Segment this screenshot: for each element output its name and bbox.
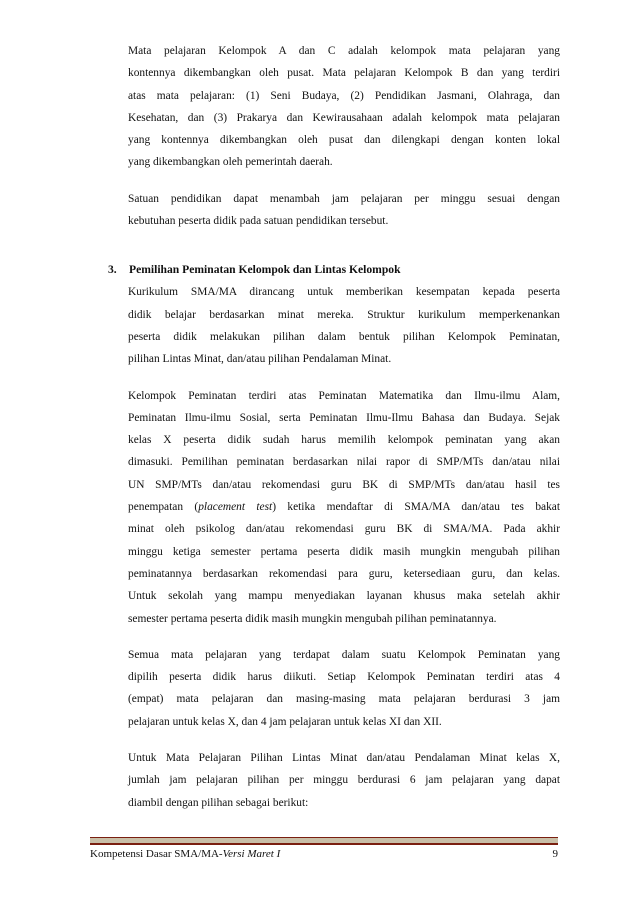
text-line: kebutuhan peserta didik pada satuan pendidikan tersebut. <box>128 215 389 228</box>
text-line: Mata pelajaran Kelompok A dan C adalah kelompok mata pelajaran yang <box>128 45 560 57</box>
text-line: Kurikulum SMA/MA dirancang untuk memberikan kesempatan kepada peserta <box>128 286 560 299</box>
italic-term: placement test <box>198 501 273 514</box>
text-line: yang kontennya dikembangkan oleh pusat dan dilengkapi dengan konten lokal <box>128 134 560 147</box>
footer-title-italic: Versi Maret I <box>222 848 281 860</box>
text-line: jumlah jam pelajaran pilihan per minggu berdurasi 6 jam pelajaran yang dapat <box>128 774 560 787</box>
section-number: 3. <box>108 263 117 276</box>
text-line: UN SMP/MTs dan/atau rekomendasi guru BK di SMP/MTs dan/atau hasil tes <box>128 478 560 491</box>
text-line: kontennya dikembangkan oleh pusat. Mata pelajaran Kelompok B dan yang terdiri <box>128 67 560 80</box>
text-line: dimasuki. Pemilihan peminatan berdasarkan nilai rapor di SMP/MTs dan/atau nilai <box>128 456 560 469</box>
footer-title-normal: Kompetensi Dasar SMA/MA- <box>90 848 223 860</box>
paragraph <box>128 644 560 733</box>
text-line: Satuan pendidikan dapat menambah jam pelajaran per minggu sesuai dengan <box>128 192 560 205</box>
text-line: Semua mata pelajaran yang terdapat dalam suatu Kelompok Peminatan yang <box>128 648 560 661</box>
section-title: Pemilihan Peminatan Kelompok dan Lintas Kelompok <box>129 263 401 276</box>
paragraph <box>128 747 560 814</box>
text-line: yang dikembangkan oleh pemerintah daerah. <box>128 156 333 169</box>
text-line: dipilih peserta didik harus diikuti. Setiap Kelompok Peminatan terdiri atas 4 <box>128 671 560 684</box>
text-line: peminatannya berdasarkan rekomendasi para guru, ketersediaan guru, dan kelas. <box>128 567 560 580</box>
page-number: 9 <box>552 848 558 860</box>
text-line: Kesehatan, dan (3) Prakarya dan Kewirausahaan adalah kelompok mata pelajaran <box>128 111 560 124</box>
text-line: minat oleh psikolog dan/atau rekomendasi guru BK di SMA/MA. Pada akhir <box>128 523 560 536</box>
text-line: Kelompok Peminatan terdiri atas Peminatan Matematika dan Ilmu-ilmu Alam, <box>128 389 560 402</box>
footer-title <box>90 848 280 860</box>
text-line-with-italic: penempatan (placement test) ketika mendaftar di SMA/MA dan/atau tes bakat <box>128 501 560 514</box>
text-line: Untuk sekolah yang mampu menyediakan layanan khusus maka setelah akhir <box>128 590 560 603</box>
text-line: peserta didik melakukan pilihan dalam bentuk pilihan Kelompok Peminatan, <box>128 330 560 343</box>
text-line: Peminatan Ilmu-ilmu Sosial, serta Peminatan Ilmu-Ilmu Bahasa dan Budaya. Sejak <box>128 411 560 424</box>
text-line: (empat) mata pelajaran dan masing-masing mata pelajaran berdurasi 3 jam <box>128 693 560 706</box>
text-line: pelajaran untuk kelas X, dan 4 jam pelajaran untuk kelas XI dan XII. <box>128 715 442 728</box>
text-line: atas mata pelajaran: (1) Seni Budaya, (2) Pendidikan Jasmani, Olahraga, dan <box>128 89 560 102</box>
text-line: Untuk Mata Pelajaran Pilihan Lintas Minat dan/atau Pendalaman Minat kelas X, <box>128 752 560 765</box>
text-line: diambil dengan pilihan sebagai berikut: <box>128 796 309 809</box>
section-heading <box>108 263 401 276</box>
footer-rule <box>90 837 558 845</box>
text-line: semester pertama peserta didik masih mungkin mengubah pilihan peminatannya. <box>128 612 497 625</box>
text-line: pilihan Lintas Minat, dan/atau pilihan Pendalaman Minat. <box>128 353 392 366</box>
paragraph <box>128 40 560 174</box>
paragraph <box>128 385 560 630</box>
paragraph <box>128 281 560 370</box>
document-body <box>128 40 560 828</box>
text-line: minggu ketiga semester pertama peserta didik masih mungkin mengubah pilihan <box>128 545 560 558</box>
paragraph <box>128 188 560 233</box>
text-line: didik belajar berdasarkan minat mereka. Struktur kurikulum memperkenankan <box>128 308 560 321</box>
text-line: kelas X peserta didik sudah harus memilih kelompok peminatan yang akan <box>128 434 560 447</box>
